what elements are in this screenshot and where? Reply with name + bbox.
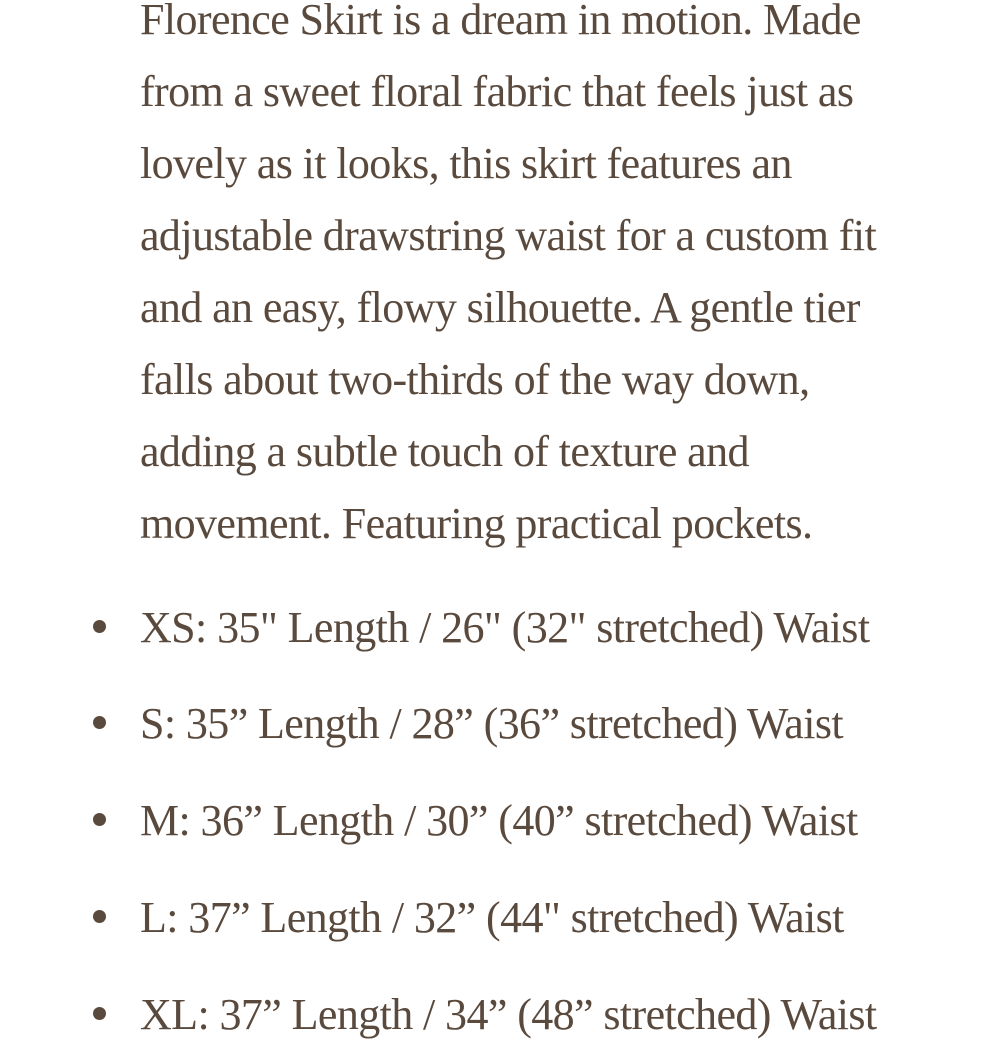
size-item-label: M: 36” Length / 30” (40” stretched) Waist	[140, 796, 858, 845]
bullet-icon	[93, 1007, 106, 1020]
description-line: adjustable drawstring waist for a custom fit	[140, 211, 877, 260]
size-item-l	[0, 888, 1000, 948]
description-line: falls about two-thirds of the way down,	[140, 355, 810, 404]
description-line: from a sweet floral fabric that feels just as	[140, 67, 854, 116]
size-item-xs	[0, 598, 1000, 658]
description-line: adding a subtle touch of texture and	[140, 427, 749, 476]
description-line: lovely as it looks, this skirt features an	[140, 139, 792, 188]
size-item-xl	[0, 985, 1000, 1045]
size-item-m	[0, 791, 1000, 851]
size-item-label: L: 37” Length / 32” (44" stretched) Waist	[140, 893, 844, 942]
product-description	[140, 0, 960, 560]
description-line: Florence Skirt is a dream in motion. Made	[140, 0, 861, 44]
description-line: movement. Featuring practical pockets.	[140, 499, 813, 548]
bullet-icon	[93, 620, 106, 633]
bullet-icon	[93, 813, 106, 826]
bullet-icon	[93, 910, 106, 923]
description-line: and an easy, flowy silhouette. A gentle tier	[140, 283, 860, 332]
size-item-label: S: 35” Length / 28” (36” stretched) Waist	[140, 699, 843, 748]
bullet-icon	[93, 716, 106, 729]
size-item-label: XL: 37” Length / 34” (48” stretched) Waist	[140, 990, 877, 1039]
size-item-s	[0, 694, 1000, 754]
size-item-label: XS: 35" Length / 26" (32" stretched) Waist	[140, 603, 870, 652]
